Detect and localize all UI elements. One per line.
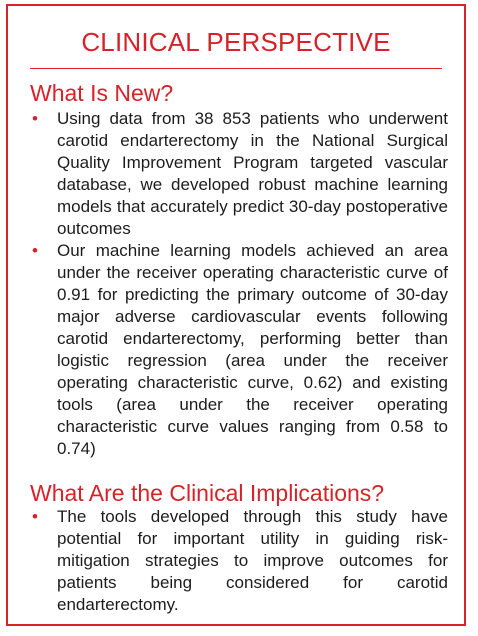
clinical-perspective-box xyxy=(6,4,466,626)
section-heading-clinical-implications: What Are the Clinical Implications? xyxy=(30,480,385,506)
list-item xyxy=(30,506,448,616)
bullet-icon: • xyxy=(32,241,38,260)
clinical-implications-list xyxy=(30,506,448,616)
list-item xyxy=(30,108,448,240)
section-heading-what-is-new: What Is New? xyxy=(30,80,174,106)
box-title: CLINICAL PERSPECTIVE xyxy=(81,27,391,57)
bullet-icon: • xyxy=(32,109,38,128)
bullet-icon: • xyxy=(32,507,38,526)
title-divider xyxy=(30,68,442,69)
list-item-text: The tools developed through this study have potential for important utility in guiding risk-mitigation strategies to improve outcomes for patients being considered for carotid endarterectomy. xyxy=(57,507,448,614)
list-item-text: Using data from 38 853 patients who underwent carotid endarterectomy in the National Surgical Quality Improvement Program targeted vascular database, we developed robust machine learning models that accurately predict 30-day postoperative outcomes xyxy=(57,109,448,238)
list-item-text: Our machine learning models achieved an area under the receiver operating characteristic curve of 0.91 for predicting the primary outcome of 30-day major adverse cardiovascular events following carotid endarterectomy, performing better than logistic regression (area under the receiver operating characteristic curve, 0.62) and existing tools (area under the receiver operating characteristic curve values ranging from 0.58 to 0.74) xyxy=(57,241,448,458)
list-item xyxy=(30,240,448,460)
what-is-new-list xyxy=(30,108,448,460)
